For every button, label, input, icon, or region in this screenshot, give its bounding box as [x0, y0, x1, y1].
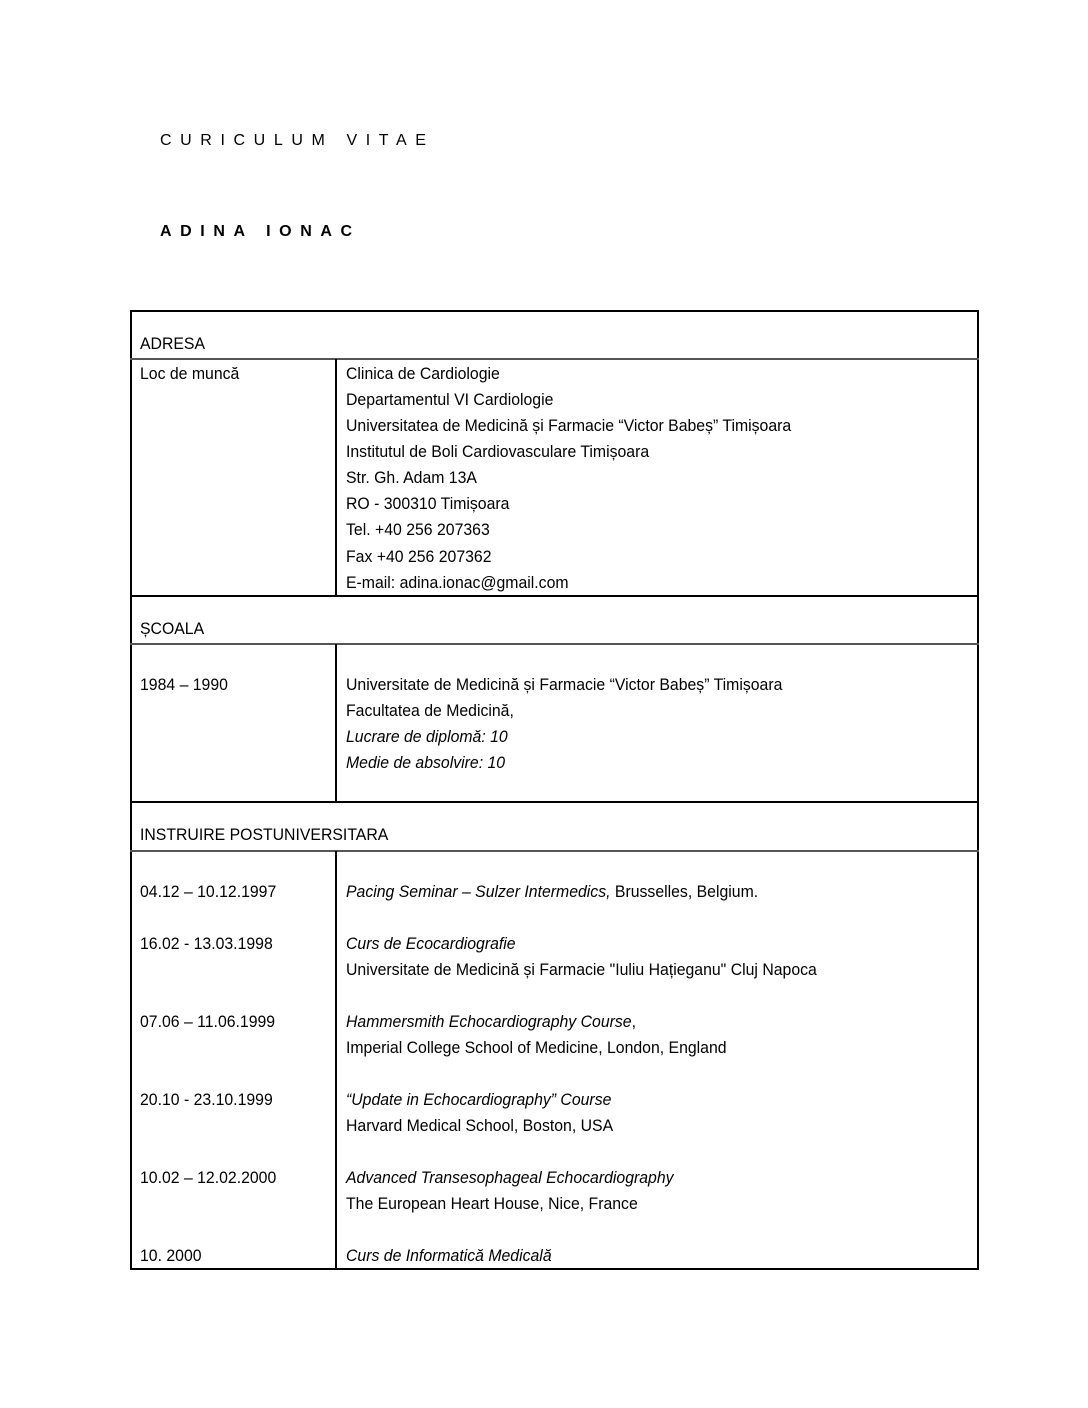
training-period: 10. 2000: [140, 1246, 202, 1265]
training-period: 07.06 – 11.06.1999: [140, 1012, 276, 1031]
section-heading-scoala: ȘCOALA: [140, 619, 205, 638]
training-course: Advanced Transesophageal Echocardiography: [346, 1168, 674, 1187]
graduation-grade: Medie de absolvire: 10: [346, 753, 506, 772]
training-place: Universitate de Medicină și Farmacie "Iuliu Hațieganu" Cluj Napoca: [346, 960, 817, 979]
education-line: Universitate de Medicină și Farmacie “Victor Babeș” Timișoara: [346, 675, 783, 694]
training-place: The European Heart House, Nice, France: [346, 1194, 638, 1213]
education-period: 1984 – 1990: [140, 675, 228, 694]
training-course: “Update in Echocardiography” Course: [346, 1090, 612, 1109]
section-heading-instruire: INSTRUIRE POSTUNIVERSITARA: [140, 825, 389, 844]
training-course: Pacing Seminar – Sulzer Intermedics,: [346, 882, 611, 901]
training-period: 10.02 – 12.02.2000: [140, 1168, 277, 1187]
address-line: Departamentul VI Cardiologie: [346, 390, 554, 409]
address-line: Clinica de Cardiologie: [346, 364, 500, 383]
training-entry: [346, 882, 758, 902]
address-line: Universitatea de Medicină și Farmacie “Victor Babeș” Timișoara: [346, 416, 792, 435]
document-title: CURICULUM VITAE: [160, 132, 435, 149]
section-heading-adresa: ADRESA: [140, 334, 206, 353]
phone: Tel. +40 256 207363: [346, 520, 490, 539]
education-line: Facultatea de Medicină,: [346, 701, 514, 720]
address-line: Institutul de Boli Cardiovasculare Timișoara: [346, 442, 650, 461]
training-place: Brusselles, Belgium.: [614, 882, 759, 901]
training-period: 16.02 - 13.03.1998: [140, 934, 273, 953]
person-name: ADINA IONAC: [160, 223, 361, 240]
training-course: Curs de Ecocardiografie: [346, 934, 516, 953]
training-period: 20.10 - 23.10.1999: [140, 1090, 273, 1109]
email: E-mail: adina.ionac@gmail.com: [346, 573, 569, 592]
fax: Fax +40 256 207362: [346, 547, 492, 566]
address-line: Str. Gh. Adam 13A: [346, 468, 477, 487]
training-entry: Hammersmith Echocardiography Course,: [346, 1012, 636, 1031]
training-place: Imperial College School of Medicine, London, England: [346, 1038, 727, 1057]
training-place: Harvard Medical School, Boston, USA: [346, 1116, 614, 1135]
training-course: Curs de Informatică Medicală: [346, 1246, 552, 1265]
address-line: RO - 300310 Timișoara: [346, 494, 510, 513]
training-course: Hammersmith Echocardiography Course: [346, 1012, 632, 1031]
diploma-grade: Lucrare de diplomă: 10: [346, 727, 508, 746]
training-period: 04.12 – 10.12.1997: [140, 882, 277, 901]
workplace-label: Loc de muncă: [140, 364, 240, 383]
